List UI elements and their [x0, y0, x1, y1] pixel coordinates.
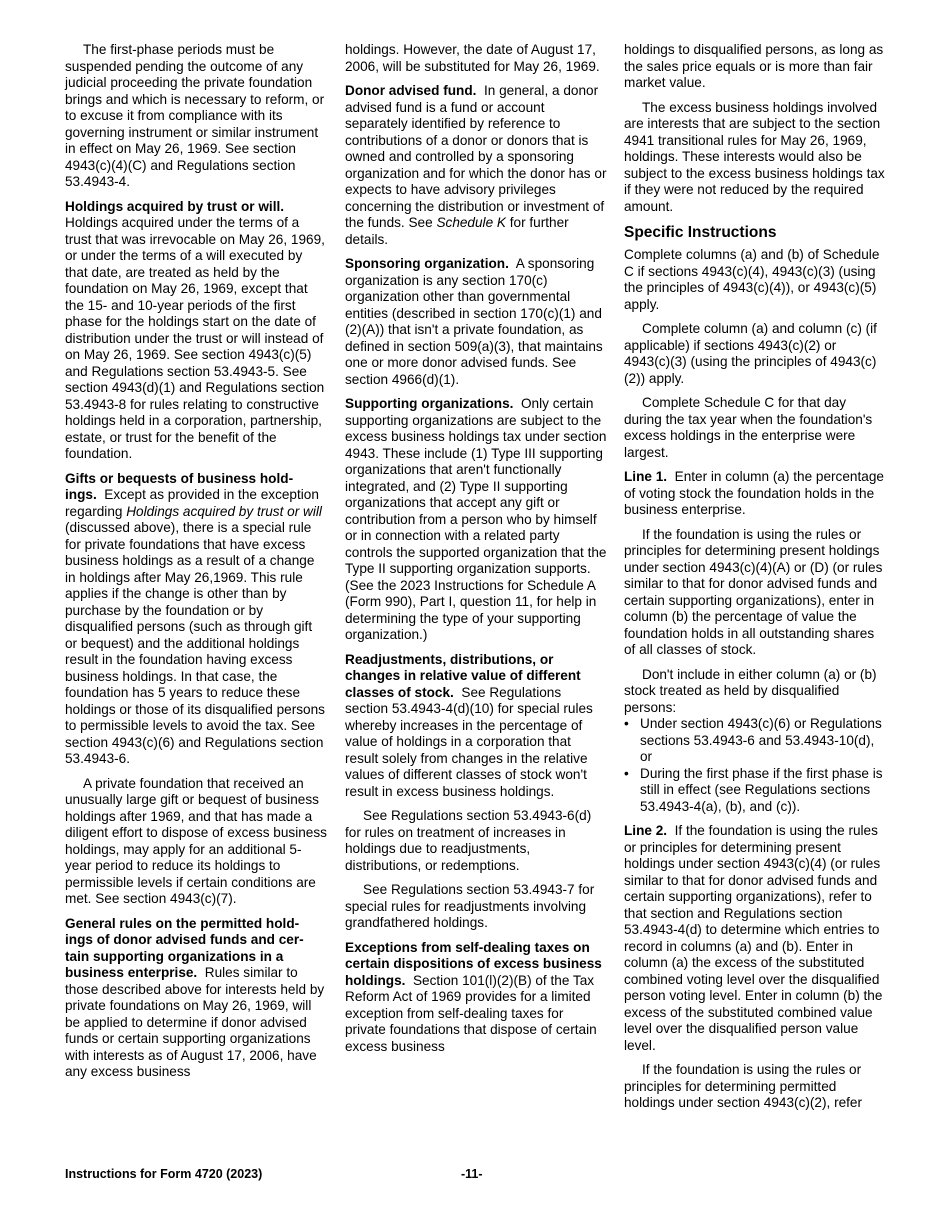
- bullet-icon: •: [624, 716, 629, 731]
- paragraph-readjustments: Readjustments, distributions, or changes in relative value of different classes of stock. See Regulations section 53.4943-4(d)(10) for special rules whereby increases in the percentage of value of holdings in a corporation that result solely from changes in the relative values of different classes of stock won't result in excess business holdings.: [345, 651, 593, 799]
- run-in-heading: General rules on the permitted hold-ings of donor advised funds and cer-tain supporting organizations in a business enterprise.: [65, 915, 304, 980]
- paragraph-donor-advised-fund: Donor advised fund. In general, a donor advised fund is a fund or account separately identified by reference to contributions of a donor or donors that is owned and controlled by a sponsoring organization and for which the donor has or expects to have advisory privileges concerning the distribution or investment of the funds. See Schedule K for further details.: [345, 83, 607, 247]
- column-right: [624, 42, 886, 1120]
- paragraph-supporting-organizations: Supporting organizations. Only certain supporting organizations are subject to the excess business holdings tax under section 4943. These include (1) Type III supporting organizations that aren't functionally integrated, and (2) Type II supporting organizations that accept any gift or contribution from a person who by himself or in connection with a related party controls the supported organization that the Type II supporting organization supports. (See the 2023 Instructions for Schedule A (Form 990), Part I, question 11, for help in determining the type of your supporting organization.): [345, 396, 607, 642]
- run-in-heading: Readjustments, distributions, or changes in relative value of different classes of stock.: [345, 651, 581, 700]
- bullet-icon: •: [624, 765, 629, 781]
- run-in-heading: Holdings acquired by trust or will.: [65, 198, 285, 214]
- run-in-heading: Line 1.: [624, 469, 668, 484]
- paragraph-line-1: Line 1. Enter in column (a) the percentage of voting stock the foundation holds in the business enterprise.: [624, 469, 884, 517]
- run-in-heading: Gifts or bequests of business hold-ings.: [65, 470, 294, 502]
- paragraph-gifts-or-bequests: Gifts or bequests of business hold-ings. Except as provided in the exception regarding Holdings acquired by trust or will (discussed above), there is a special rule for private foundations that have excess business holdings as a result of a change in holdings after May 26,1969. This rule applies if the change is other than by purchase by the foundation or by disqualified persons (such as through gift or bequest) and the additional holdings result in the foundation having excess business holdings. In that case, the foundation has 5 years to reduce these holdings or those of its disqualified persons to permissible levels to avoid the tax. See section 4943(c)(6) and Regulations section 53.4943-6.: [65, 470, 325, 766]
- paragraph-continuation: holdings to disqualified persons, as long as the sales price equals or is more than fair market value.: [624, 42, 884, 90]
- run-in-heading: Exceptions from self-dealing taxes on certain dispositions of excess business holdings.: [345, 939, 602, 988]
- list-item: • Under section 4943(c)(6) or Regulations sections 53.4943-6 and 53.4943-10(d), or: [624, 716, 882, 764]
- footer-form-name: Instructions for Form 4720 (2023): [65, 1167, 263, 1181]
- paragraph-line-2: Line 2. If the foundation is using the rules or principles for determining present holdings under section 4943(c)(4) (or rules similar to that for donor advised funds and certain supporting organizations), refer to that section and Regulations section 53.4943-4(d) to determine which entries to record in columns (a) and (b). Enter in column (a) the excess of the substituted combined voting level over the disqualified person voting level. Enter in column (b) the excess of the substituted combined value level over the disqualified person value level.: [624, 823, 883, 1053]
- paragraph-regulations-7: See Regulations section 53.4943-7 for special rules for readjustments involving grandfathered holdings.: [345, 882, 595, 930]
- section-heading-specific-instructions: Specific Instructions: [624, 224, 777, 241]
- paragraph-holdings-trust-or-will: Holdings acquired by trust or will. Holdings acquired under the terms of a trust that was irrevocable on May 26, 1969, or under the terms of a will executed by that date, are treated as held by the foundation on May 26, 1969, except that the 15- and 10-year periods of the first phase for the holdings start on the date of distribution under the trust or will instead of on May 26, 1969. See section 4943(c)(5) and Regulations section 53.4943-5. See section 4943(d)(1) and Regulations section 53.4943-8 for rules relating to constructive holdings held in a corporation, partnership, estate, or trust for the benefit of the foundation.: [65, 198, 325, 461]
- column-left: [65, 42, 327, 1089]
- paragraph-complete-columns-a-b: Complete columns (a) and (b) of Schedule C if sections 4943(c)(4), 4943(c)(3) (using the principles of 4943(c)(4)), or 4943(c)(5) apply.: [624, 247, 880, 312]
- paragraph-line-2-permitted: If the foundation is using the rules or principles for determining permitted holdings under section 4943(c)(2), refer: [624, 1062, 863, 1110]
- paragraph-unusually-large-gift: A private foundation that received an unusually large gift or bequest of business holdings after 1969, and that has made a diligent effort to dispose of excess business holdings, may apply for an additional 5-year period to reduce its holdings to permissible levels if certain conditions are met. See section 4943(c)(7).: [65, 775, 327, 906]
- paragraph-complete-columns-a-c: Complete column (a) and column (c) (if applicable) if sections 4943(c)(2) or 4943(c)(3) (using the principles of 4943(c)(2)) apply.: [624, 321, 877, 386]
- paragraph-dont-include: Don't include in either column (a) or (b) stock treated as held by disqualified persons:: [624, 666, 877, 715]
- footer-page-number: -11-: [461, 1167, 483, 1181]
- paragraph-excess-business-holdings: The excess business holdings involved are interests that are subject to the section 4941 transitional rules for May 26, 1969, holdings. These interests would also be subject to the excess business holdings tax if they were not reduced by the required amount.: [624, 99, 885, 214]
- paragraph-continuation: holdings. However, the date of August 17, 2006, will be substituted for May 26, 1969.: [345, 42, 600, 74]
- run-in-heading: Supporting organizations.: [345, 396, 514, 411]
- bullet-list: [624, 716, 886, 815]
- paragraph-general-rules-dafs: General rules on the permitted hold-ings of donor advised funds and cer-tain supporting organizations in a business enterprise. Rules similar to those described above for interests held by private foundations on May 26, 1969, will be applied to determine if donor advised funds or certain supporting organizations with interests as of August 17, 2006, have any excess business: [65, 915, 325, 1079]
- run-in-heading: Donor advised fund.: [345, 83, 477, 98]
- paragraph-complete-schedule-c: Complete Schedule C for that day during the tax year when the foundation's excess holdings in the enterprise were largest.: [624, 395, 873, 460]
- paragraph-first-phase-suspended: The first-phase periods must be suspended pending the outcome of any judicial proceeding the private foundation brings and which is necessary to reform, or to excuse it from compliance with its governing instrument or similar instrument in effect on May 26, 1969. See section 4943(c)(4)(C) and Regulations section 53.4943-4.: [65, 42, 325, 189]
- run-in-heading: Sponsoring organization.: [345, 256, 509, 271]
- run-in-heading: Line 2.: [624, 823, 668, 838]
- list-item: • During the first phase if the first phase is still in effect (see Regulations sections 53.4943-4(a), (b), and (c)).: [624, 765, 883, 814]
- column-middle: [345, 42, 607, 1063]
- paragraph-line-1-rules: If the foundation is using the rules or principles for determining present holdings under section 4943(c)(4)(A) or (D) (or rules similar to that for donor advised funds and certain supporting organizations), enter in column (b) the percentage of value the foundation holds in all outstanding shares of all classes of stock.: [624, 526, 883, 657]
- paragraph-sponsoring-organization: Sponsoring organization. A sponsoring organization is any section 170(c) organization other than governmental entities (described in section 170(c)(1) and (2)(A)) that isn't a private foundation, as defined in section 509(a)(3), that maintains one or more donor advised funds. See section 4966(d)(1).: [345, 256, 603, 387]
- paragraph-self-dealing-exceptions: Exceptions from self-dealing taxes on certain dispositions of excess business holdings. Section 101(l)(2)(B) of the Tax Reform Act of 1969 provides for a limited exception from self-dealing taxes for private foundations that dispose of certain excess business: [345, 939, 602, 1054]
- paragraph-regulations-6d: See Regulations section 53.4943-6(d) for rules on treatment of increases in holdings due to readjustments, distributions, or redemptions.: [345, 808, 592, 873]
